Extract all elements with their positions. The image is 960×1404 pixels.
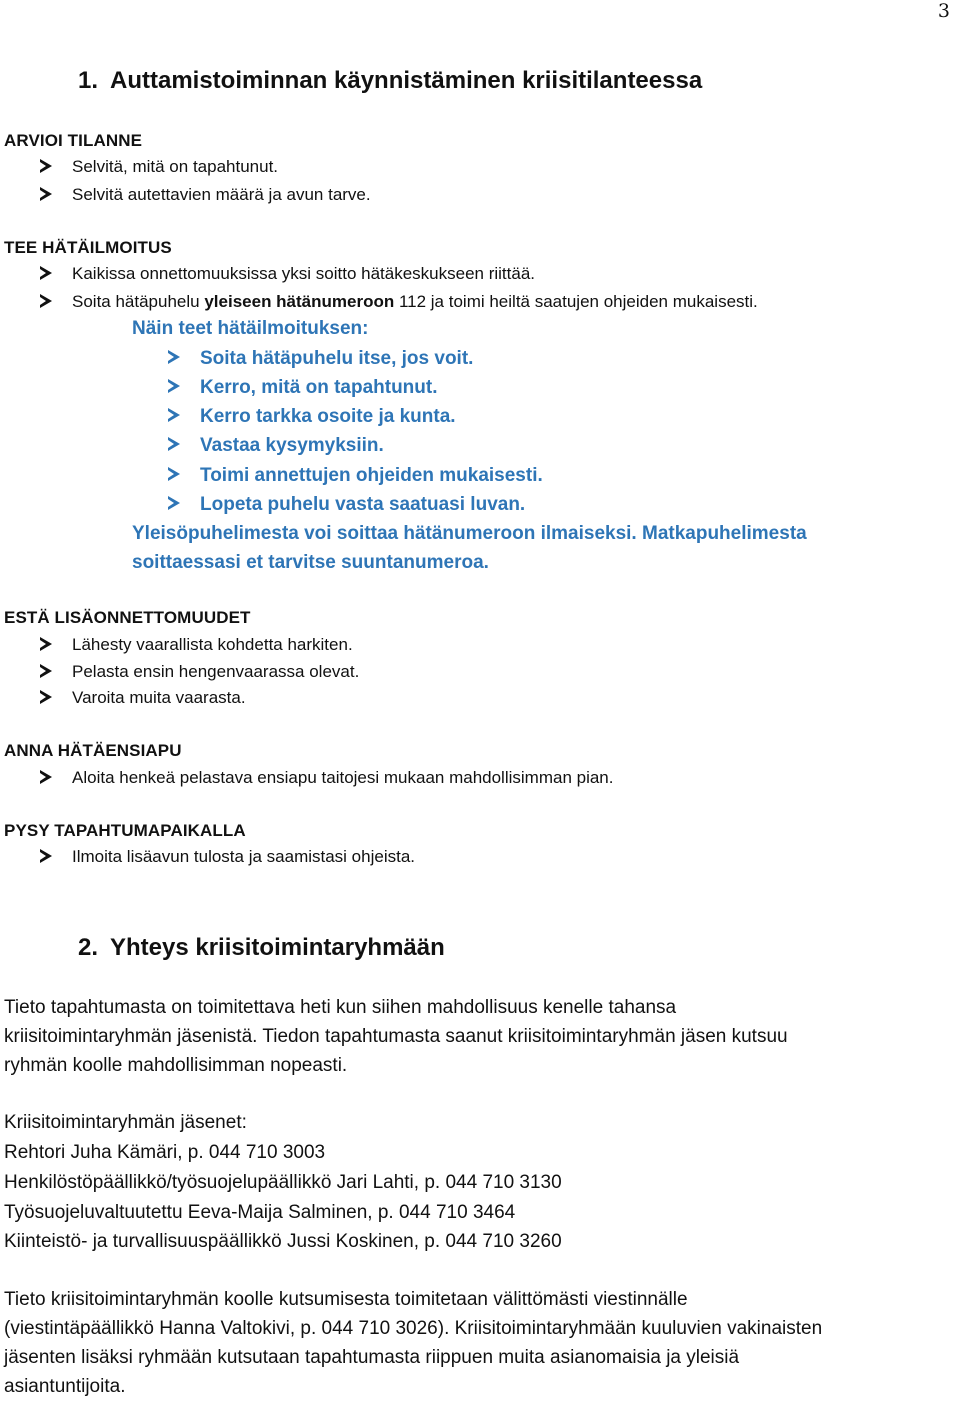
paragraph-line: ryhmän koolle mahdollisimman nopeasti. [4, 1055, 348, 1076]
arrow-bullet-icon [168, 496, 180, 510]
list-item: Kaikissa onnettomuuksissa yksi soitto hätäkeskukseen riittää. [40, 264, 535, 284]
pysy-heading: PYSY TAPAHTUMAPAIKALLA [4, 821, 246, 840]
list-item: Aloita henkeä pelastava ensiapu taitojesi mukaan mahdollisimman pian. [40, 768, 614, 788]
list-item: Ilmoita lisäavun tulosta ja saamistasi ohjeista. [40, 847, 415, 867]
arrow-bullet-icon [168, 350, 180, 364]
section-1-title: Auttamistoiminnan käynnistäminen kriisitilanteessa [110, 67, 703, 94]
list-item: Vastaa kysymyksiin. [168, 435, 384, 457]
section-2-title: Yhteys kriisitoimintaryhmään [110, 934, 445, 961]
list-item: Pelasta ensin hengenvaarassa olevat. [40, 662, 359, 682]
tee-heading: TEE HÄTÄILMOITUS [4, 238, 172, 257]
list-item: Varoita muita vaarasta. [40, 688, 246, 708]
arvioi-heading: ARVIOI TILANNE [4, 131, 143, 150]
paragraph-line: (viestintäpäällikkö Hanna Valtokivi, p. 044 710 3026). Kriisitoimintaryhmään kuuluvien vakinaisten [4, 1318, 823, 1339]
paragraph-line: Tieto tapahtumasta on toimitettava heti kun siihen mahdollisuus kenelle tahansa [4, 997, 677, 1018]
list-item: Kerro tarkka osoite ja kunta. [168, 406, 456, 428]
members-heading: Kriisitoimintaryhmän jäsenet: [4, 1112, 247, 1133]
paragraph-line: jäsenten lisäksi ryhmään kutsutaan tapahtumasta riippuen muita asianomaisia ja yleisiä [4, 1347, 740, 1368]
list-item: Soita hätäpuhelu itse, jos voit. [168, 348, 473, 370]
page-number: 3 [937, 0, 950, 22]
member-line: Työsuojeluvaltuutettu Eeva-Maija Salminen, p. 044 710 3464 [4, 1202, 516, 1223]
arrow-bullet-icon [40, 849, 52, 863]
arrow-bullet-icon [40, 637, 52, 651]
list-item: Soita hätäpuhelu yleiseen hätänumeroon 112 ja toimi heiltä saatujen ohjeiden mukaisesti. [40, 292, 758, 312]
list-item: Lähesty vaarallista kohdetta harkiten. [40, 635, 353, 655]
arrow-bullet-icon [40, 690, 52, 704]
list-item: Lopeta puhelu vasta saatuasi luvan. [168, 494, 525, 516]
arrow-bullet-icon [40, 294, 52, 308]
section-2-number: 2. [78, 934, 99, 961]
arrow-bullet-icon [40, 159, 52, 173]
section-2-heading [78, 934, 445, 962]
arrow-bullet-icon [40, 770, 52, 784]
paragraph-line: kriisitoimintaryhmän jäsenistä. Tiedon tapahtumasta saanut kriisitoimintaryhmän jäsen kutsuu [4, 1026, 788, 1047]
arrow-bullet-icon [168, 379, 180, 393]
paragraph-line: Tieto kriisitoimintaryhmän koolle kutsumisesta toimitetaan välittömästi viestinnälle [4, 1289, 688, 1310]
member-line: Rehtori Juha Kämäri, p. 044 710 3003 [4, 1142, 326, 1163]
emergency-note-line-2: soittaessasi et tarvitse suuntanumeroa. [132, 552, 489, 573]
arrow-bullet-icon [40, 664, 52, 678]
arrow-bullet-icon [40, 187, 52, 201]
member-line: Henkilöstöpäällikkö/työsuojelupäällikkö Jari Lahti, p. 044 710 3130 [4, 1172, 562, 1193]
member-line: Kiinteistö- ja turvallisuuspäällikkö Jussi Koskinen, p. 044 710 3260 [4, 1231, 562, 1252]
paragraph-line: asiantuntijoita. [4, 1376, 126, 1397]
section-1-heading [78, 67, 702, 95]
arrow-bullet-icon [40, 266, 52, 280]
how-to-heading: Näin teet hätäilmoituksen: [132, 318, 369, 339]
arrow-bullet-icon [168, 467, 180, 481]
esta-heading: ESTÄ LISÄONNETTOMUUDET [4, 608, 251, 627]
list-item: Kerro, mitä on tapahtunut. [168, 377, 438, 399]
anna-heading: ANNA HÄTÄENSIAPU [4, 741, 182, 760]
arrow-bullet-icon [168, 408, 180, 422]
emergency-note-line-1: Yleisöpuhelimesta voi soittaa hätänumeroon ilmaiseksi. Matkapuhelimesta [132, 523, 807, 544]
list-item: Toimi annettujen ohjeiden mukaisesti. [168, 465, 543, 487]
list-item: Selvitä, mitä on tapahtunut. [40, 157, 278, 177]
list-item: Selvitä autettavien määrä ja avun tarve. [40, 185, 371, 205]
arrow-bullet-icon [168, 437, 180, 451]
section-1-number: 1. [78, 67, 99, 94]
